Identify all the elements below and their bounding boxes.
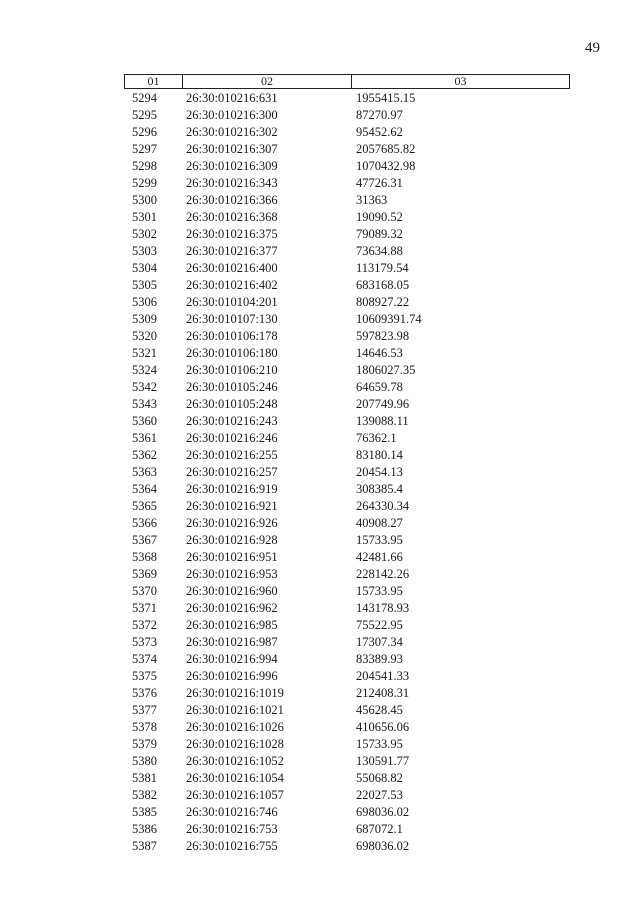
value: 15733.95 [356,584,403,598]
row-number: 5374 [132,652,157,666]
row-number: 5372 [132,618,157,632]
cadastral-number: 26:30:010216:302 [186,125,278,139]
table-row [124,787,570,804]
cadastral-number: 26:30:010216:377 [186,244,278,258]
row-number: 5303 [132,244,157,258]
row-number: 5364 [132,482,157,496]
table-row [124,515,570,532]
table-row [124,753,570,770]
row-number: 5379 [132,737,157,751]
value: 143178.93 [356,601,410,615]
value: 228142.26 [356,567,410,581]
row-number: 5368 [132,550,157,564]
value: 207749.96 [356,397,410,411]
cadastral-number: 26:30:010216:309 [186,159,278,173]
cadastral-number: 26:30:010216:257 [186,465,278,479]
row-number: 5373 [132,635,157,649]
table-row [124,838,570,855]
table-row [124,90,570,107]
value: 42481.66 [356,550,403,564]
table-row [124,532,570,549]
cadastral-number: 26:30:010105:248 [186,397,278,411]
row-number: 5369 [132,567,157,581]
table-body [124,90,570,855]
row-number: 5370 [132,584,157,598]
cadastral-number: 26:30:010216:1019 [186,686,284,700]
value: 2057685.82 [356,142,416,156]
cadastral-number: 26:30:010104:201 [186,295,278,309]
table-row [124,651,570,668]
value: 19090.52 [356,210,403,224]
cadastral-number: 26:30:010216:1054 [186,771,284,785]
row-number: 5365 [132,499,157,513]
header-col-02: 02 [183,75,352,88]
value: 15733.95 [356,737,403,751]
value: 14646.53 [356,346,403,360]
value: 17307.34 [356,635,403,649]
row-number: 5366 [132,516,157,530]
cadastral-number: 26:30:010216:953 [186,567,278,581]
table-row [124,379,570,396]
value: 683168.05 [356,278,410,292]
table-row [124,685,570,702]
table-row [124,345,570,362]
cadastral-number: 26:30:010216:996 [186,669,278,683]
table-row [124,294,570,311]
row-number: 5363 [132,465,157,479]
row-number: 5343 [132,397,157,411]
cadastral-number: 26:30:010216:1021 [186,703,284,717]
row-number: 5306 [132,295,157,309]
cadastral-number: 26:30:010107:130 [186,312,278,326]
table-row [124,141,570,158]
table-row [124,243,570,260]
row-number: 5304 [132,261,157,275]
value: 410656.06 [356,720,410,734]
row-number: 5296 [132,125,157,139]
row-number: 5382 [132,788,157,802]
row-number: 5301 [132,210,157,224]
value: 698036.02 [356,839,410,853]
value: 139088.11 [356,414,409,428]
row-number: 5386 [132,822,157,836]
row-number: 5367 [132,533,157,547]
table-header [124,74,570,89]
table-row [124,583,570,600]
page-number: 49 [585,40,600,56]
table-row [124,447,570,464]
cadastral-number: 26:30:010216:400 [186,261,278,275]
value: 15733.95 [356,533,403,547]
value: 47726.31 [356,176,403,190]
header-col-03: 03 [454,74,467,88]
table-row [124,566,570,583]
value: 264330.34 [356,499,410,513]
table-row [124,617,570,634]
cadastral-number: 26:30:010216:243 [186,414,278,428]
table-row [124,124,570,141]
table-row [124,107,570,124]
table-row [124,770,570,787]
table-row [124,481,570,498]
value: 698036.02 [356,805,410,819]
row-number: 5375 [132,669,157,683]
row-number: 5381 [132,771,157,785]
cadastral-number: 26:30:010216:246 [186,431,278,445]
value: 1806027.35 [356,363,416,377]
table-row [124,719,570,736]
cadastral-number: 26:30:010216:1057 [186,788,284,802]
value: 22027.53 [356,788,403,802]
value: 1070432.98 [356,159,416,173]
table-row [124,668,570,685]
table-row [124,175,570,192]
cadastral-number: 26:30:010216:985 [186,618,278,632]
cadastral-number: 26:30:010216:402 [186,278,278,292]
row-number: 5294 [132,91,157,105]
value: 79089.32 [356,227,403,241]
row-number: 5309 [132,312,157,326]
cadastral-number: 26:30:010216:919 [186,482,278,496]
cadastral-number: 26:30:010216:343 [186,176,278,190]
table-row [124,413,570,430]
cadastral-number: 26:30:010106:210 [186,363,278,377]
table-row [124,430,570,447]
cadastral-number: 26:30:010216:631 [186,91,278,105]
table-row [124,362,570,379]
value: 40908.27 [356,516,403,530]
row-number: 5295 [132,108,157,122]
cadastral-number: 26:30:010216:375 [186,227,278,241]
value: 73634.88 [356,244,403,258]
table-row [124,209,570,226]
row-number: 5376 [132,686,157,700]
cadastral-number: 26:30:010106:178 [186,329,278,343]
table-row [124,821,570,838]
cadastral-number: 26:30:010216:1026 [186,720,284,734]
cadastral-number: 26:30:010216:921 [186,499,278,513]
table-row [124,226,570,243]
cadastral-number: 26:30:010216:960 [186,584,278,598]
value: 83180.14 [356,448,403,462]
row-number: 5362 [132,448,157,462]
row-number: 5321 [132,346,157,360]
table-row [124,549,570,566]
value: 10609391.74 [356,312,422,326]
cadastral-number: 26:30:010216:928 [186,533,278,547]
value: 45628.45 [356,703,403,717]
value: 130591.77 [356,754,410,768]
cadastral-number: 26:30:010216:366 [186,193,278,207]
value: 808927.22 [356,295,410,309]
cadastral-number: 26:30:010106:180 [186,346,278,360]
value: 204541.33 [356,669,410,683]
value: 55068.82 [356,771,403,785]
row-number: 5299 [132,176,157,190]
value: 687072.1 [356,822,403,836]
value: 64659.78 [356,380,403,394]
cadastral-number: 26:30:010216:307 [186,142,278,156]
row-number: 5320 [132,329,157,343]
row-number: 5361 [132,431,157,445]
table-row [124,311,570,328]
row-number: 5302 [132,227,157,241]
header-col-01: 01 [125,75,183,88]
table-row [124,498,570,515]
row-number: 5305 [132,278,157,292]
cadastral-number: 26:30:010216:1052 [186,754,284,768]
row-number: 5387 [132,839,157,853]
table-row [124,804,570,821]
value: 76362.1 [356,431,397,445]
table-row [124,702,570,719]
cadastral-number: 26:30:010216:987 [186,635,278,649]
cadastral-number: 26:30:010216:962 [186,601,278,615]
row-number: 5378 [132,720,157,734]
row-number: 5371 [132,601,157,615]
value: 113179.54 [356,261,409,275]
cadastral-number: 26:30:010216:755 [186,839,278,853]
value: 308385.4 [356,482,403,496]
cadastral-number: 26:30:010216:746 [186,805,278,819]
cadastral-number: 26:30:010216:300 [186,108,278,122]
cadastral-number: 26:30:010216:951 [186,550,278,564]
cadastral-number: 26:30:010216:1028 [186,737,284,751]
value: 31363 [356,193,388,207]
value: 87270.97 [356,108,403,122]
table-row [124,634,570,651]
table-row [124,736,570,753]
row-number: 5324 [132,363,157,377]
cadastral-number: 26:30:010216:368 [186,210,278,224]
table-row [124,464,570,481]
cadastral-number: 26:30:010216:926 [186,516,278,530]
row-number: 5297 [132,142,157,156]
value: 597823.98 [356,329,410,343]
row-number: 5342 [132,380,157,394]
row-number: 5300 [132,193,157,207]
table-row [124,328,570,345]
row-number: 5380 [132,754,157,768]
table-row [124,158,570,175]
table-row [124,396,570,413]
row-number: 5360 [132,414,157,428]
row-number: 5377 [132,703,157,717]
cadastral-number: 26:30:010216:753 [186,822,278,836]
table-row [124,192,570,209]
value: 75522.95 [356,618,403,632]
value: 95452.62 [356,125,403,139]
cadastral-number: 26:30:010216:994 [186,652,278,666]
table-row [124,600,570,617]
cadastral-number: 26:30:010105:246 [186,380,278,394]
cadastral-number: 26:30:010216:255 [186,448,278,462]
value: 1955415.15 [356,91,416,105]
table-row [124,260,570,277]
table-row [124,277,570,294]
row-number: 5298 [132,159,157,173]
value: 20454.13 [356,465,403,479]
value: 212408.31 [356,686,410,700]
row-number: 5385 [132,805,157,819]
value: 83389.93 [356,652,403,666]
